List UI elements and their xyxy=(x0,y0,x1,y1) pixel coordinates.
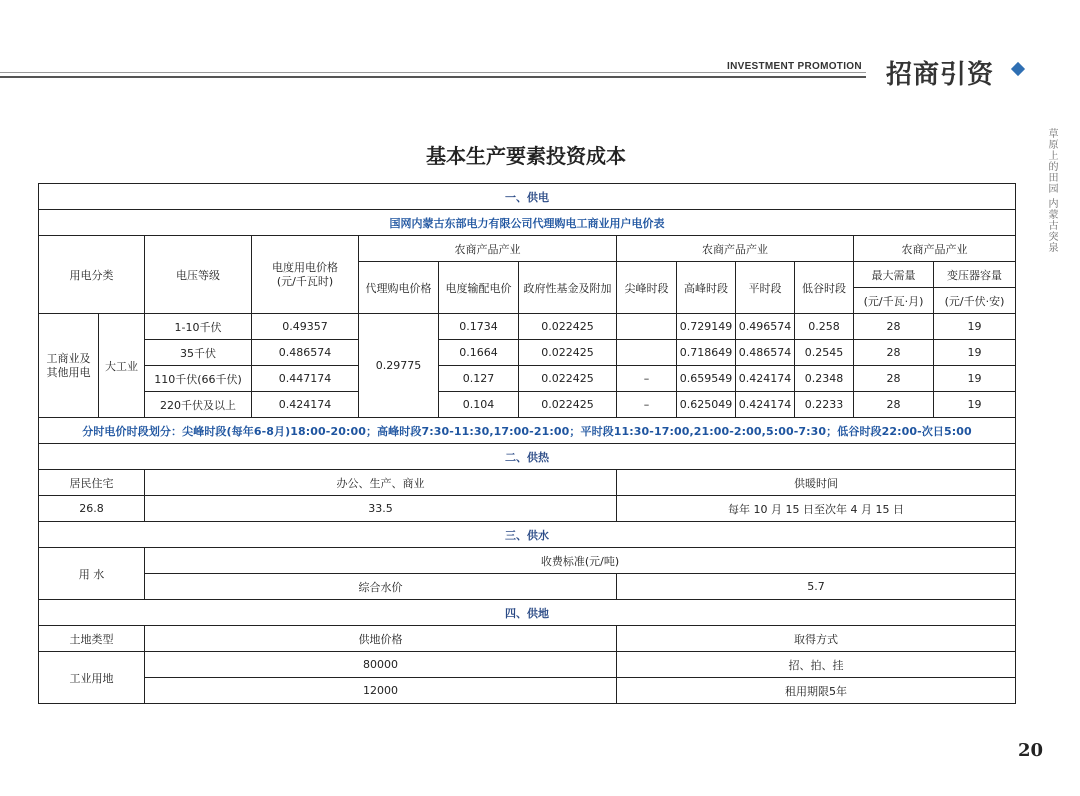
heat-period-value: 每年 10 月 15 日至次年 4 月 15 日 xyxy=(617,496,1016,522)
header-rule xyxy=(0,76,866,78)
heat-header-period: 供暖时间 xyxy=(617,470,1016,496)
voltage-cell: 110千伏(66千伏) xyxy=(145,366,252,392)
land-price-cell: 12000 xyxy=(145,678,617,704)
header-transmission: 电度输配电价 xyxy=(439,262,519,314)
flat-cell: 0.424174 xyxy=(736,366,795,392)
valley-cell: 0.2233 xyxy=(795,392,854,418)
valley-cell: 0.258 xyxy=(795,314,854,340)
table-row xyxy=(39,652,1016,678)
land-header-type: 土地类型 xyxy=(39,626,145,652)
page-number: 20 xyxy=(1018,740,1044,761)
valley-cell: 0.2348 xyxy=(795,366,854,392)
agent-price-cell: 0.29775 xyxy=(359,314,439,418)
peak-cell: 0.625049 xyxy=(677,392,736,418)
header-peak: 高峰时段 xyxy=(677,262,736,314)
price-cell: 0.447174 xyxy=(252,366,359,392)
transformer-cell: 19 xyxy=(934,392,1016,418)
table-row xyxy=(39,678,1016,704)
sharp-cell xyxy=(617,314,677,340)
section-power-title: 一、供电 xyxy=(39,184,1016,210)
land-method-cell: 租用期限5年 xyxy=(617,678,1016,704)
peak-cell: 0.718649 xyxy=(677,340,736,366)
sharp-cell: – xyxy=(617,392,677,418)
maxdemand-cell: 28 xyxy=(854,314,934,340)
flat-cell: 0.486574 xyxy=(736,340,795,366)
header-group2: 农商产品产业 xyxy=(617,236,854,262)
maxdemand-cell: 28 xyxy=(854,340,934,366)
header-transformer: 变压器容量 xyxy=(934,262,1016,288)
fund-cell: 0.022425 xyxy=(519,366,617,392)
power-subtitle: 国网内蒙古东部电力有限公司代理购电工商业用户电价表 xyxy=(39,210,1016,236)
land-header-price: 供地价格 xyxy=(145,626,617,652)
header-fund: 政府性基金及附加 xyxy=(519,262,617,314)
voltage-cell: 1-10千伏 xyxy=(145,314,252,340)
header-flat: 平时段 xyxy=(736,262,795,314)
heat-residential-value: 26.8 xyxy=(39,496,145,522)
water-item: 综合水价 xyxy=(145,574,617,600)
table-row xyxy=(39,314,1016,340)
land-header-method: 取得方式 xyxy=(617,626,1016,652)
section-water-row xyxy=(39,522,1016,548)
table-row xyxy=(39,366,1016,392)
sharp-cell: – xyxy=(617,366,677,392)
header-agent: 代理购电价格 xyxy=(359,262,439,314)
heat-header-row xyxy=(39,470,1016,496)
fund-cell: 0.022425 xyxy=(519,314,617,340)
header-category: 用电分类 xyxy=(39,236,145,314)
peak-cell: 0.659549 xyxy=(677,366,736,392)
transmission-cell: 0.1664 xyxy=(439,340,519,366)
price-cell: 0.424174 xyxy=(252,392,359,418)
maxdemand-cell: 28 xyxy=(854,366,934,392)
transformer-cell: 19 xyxy=(934,366,1016,392)
fund-cell: 0.022425 xyxy=(519,340,617,366)
voltage-cell: 220千伏及以上 xyxy=(145,392,252,418)
section-land-title: 四、供地 xyxy=(39,600,1016,626)
cost-table xyxy=(38,183,1016,704)
header-chinese: 招商引资 xyxy=(886,60,995,90)
header-sharp: 尖峰时段 xyxy=(617,262,677,314)
flat-cell: 0.496574 xyxy=(736,314,795,340)
section-power-row xyxy=(39,184,1016,210)
heat-office-value: 33.5 xyxy=(145,496,617,522)
section-water-title: 三、供水 xyxy=(39,522,1016,548)
transformer-cell: 19 xyxy=(934,314,1016,340)
heat-header-office: 办公、生产、商业 xyxy=(145,470,617,496)
land-price-cell: 80000 xyxy=(145,652,617,678)
transmission-cell: 0.104 xyxy=(439,392,519,418)
time-note-row xyxy=(39,418,1016,444)
header-english: INVESTMENT PROMOTION xyxy=(727,61,862,72)
section-land-row xyxy=(39,600,1016,626)
header-maxdemand-unit: (元/千瓦·月) xyxy=(854,288,934,314)
price-cell: 0.49357 xyxy=(252,314,359,340)
heat-header-residential: 居民住宅 xyxy=(39,470,145,496)
header-valley: 低谷时段 xyxy=(795,262,854,314)
power-header-row1 xyxy=(39,236,1016,262)
land-header-row xyxy=(39,626,1016,652)
header-group3: 农商产品产业 xyxy=(854,236,1016,262)
transmission-cell: 0.127 xyxy=(439,366,519,392)
voltage-cell: 35千伏 xyxy=(145,340,252,366)
water-label: 用 水 xyxy=(39,548,145,600)
category-commercial: 工商业及 其他用电 xyxy=(39,314,99,418)
maxdemand-cell: 28 xyxy=(854,392,934,418)
flat-cell: 0.424174 xyxy=(736,392,795,418)
water-value-row xyxy=(39,574,1016,600)
water-price: 5.7 xyxy=(617,574,1016,600)
water-standard-header: 收费标准(元/吨) xyxy=(145,548,1016,574)
table-row xyxy=(39,392,1016,418)
header-transformer-unit: (元/千伏·安) xyxy=(934,288,1016,314)
header-maxdemand: 最大需量 xyxy=(854,262,934,288)
land-type: 工业用地 xyxy=(39,652,145,704)
land-method-cell: 招、拍、挂 xyxy=(617,652,1016,678)
page-title: 基本生产要素投资成本 xyxy=(426,144,626,168)
price-cell: 0.486574 xyxy=(252,340,359,366)
section-heat-title: 二、供热 xyxy=(39,444,1016,470)
header-voltage: 电压等级 xyxy=(145,236,252,314)
table-row xyxy=(39,340,1016,366)
peak-cell: 0.729149 xyxy=(677,314,736,340)
category-industry: 大工业 xyxy=(99,314,145,418)
header-group1: 农商产品产业 xyxy=(359,236,617,262)
transformer-cell: 19 xyxy=(934,340,1016,366)
transmission-cell: 0.1734 xyxy=(439,314,519,340)
section-heat-row xyxy=(39,444,1016,470)
water-header-row xyxy=(39,548,1016,574)
header-rule-thin xyxy=(0,72,866,73)
fund-cell: 0.022425 xyxy=(519,392,617,418)
power-subtitle-row xyxy=(39,210,1016,236)
diamond-icon xyxy=(1011,62,1025,76)
sharp-cell xyxy=(617,340,677,366)
header-price: 电度用电价格 (元/千瓦时) xyxy=(252,236,359,314)
heat-value-row xyxy=(39,496,1016,522)
time-period-note: 分时电价时段划分：尖峰时段(每年6-8月)18:00-20:00；高峰时段7:30-11:30,17:00-21:00；平时段11:30-17:00,21:00-2:00,5:00-7:30；低谷时段22:00-次日5:00 xyxy=(39,418,1016,444)
side-slogan: 草原上的田园 内蒙古突泉 xyxy=(1046,128,1057,254)
valley-cell: 0.2545 xyxy=(795,340,854,366)
